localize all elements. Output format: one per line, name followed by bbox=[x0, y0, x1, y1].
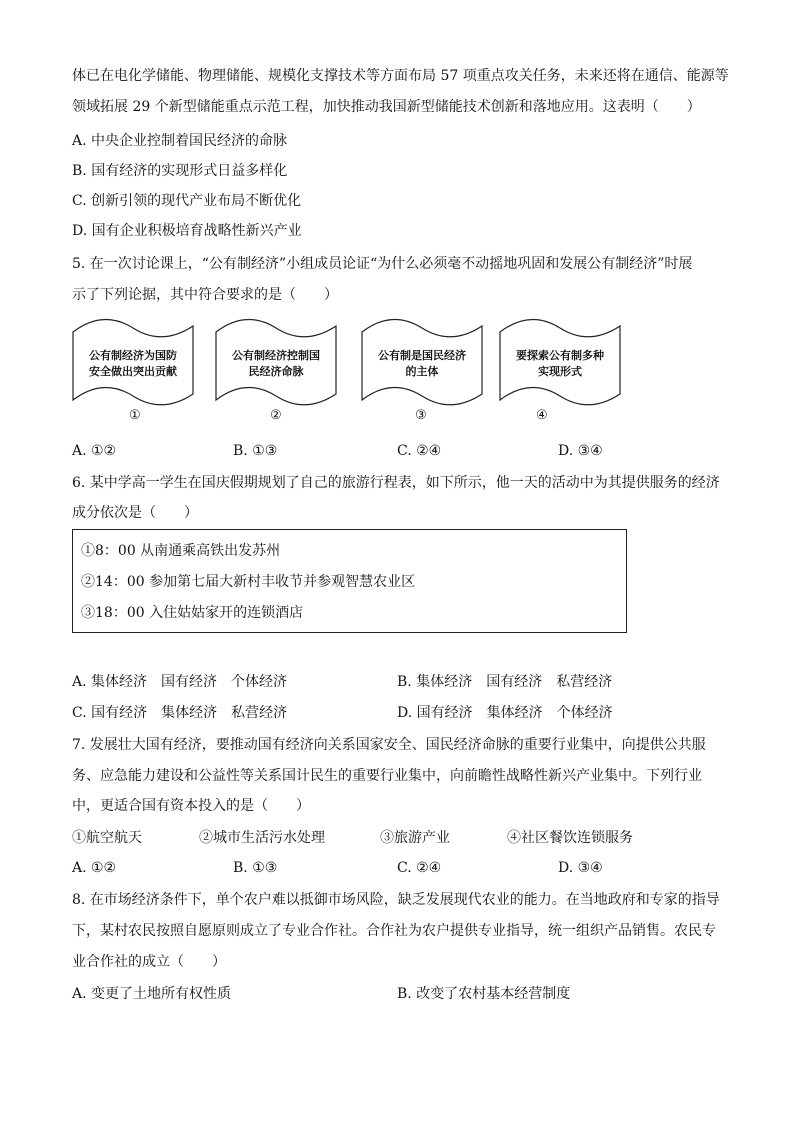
itinerary-item-3: ③18：00 入住姑姑家开的连锁酒店 bbox=[81, 605, 304, 621]
itinerary-box bbox=[72, 529, 627, 633]
q4-option-a[interactable]: A. 中央企业控制着国民经济的命脉 bbox=[72, 133, 288, 149]
q8-stem-line-3: 业合作社的成立（ ） bbox=[72, 954, 226, 970]
argument-card-1 bbox=[72, 318, 194, 410]
q6-option-c[interactable]: C. 国有经济 集体经济 私营经济 bbox=[72, 705, 288, 721]
q5-option-a[interactable]: A. ①② bbox=[72, 443, 117, 459]
q8-option-b[interactable]: B. 改变了农村基本经营制度 bbox=[397, 986, 571, 1002]
q8-stem-line-2: 下，某村农民按照自愿原则成立了专业合作社。合作社为农户提供专业指导，统一组织产品销售。农民专 bbox=[72, 923, 716, 939]
q7-option-d[interactable]: D. ③④ bbox=[558, 860, 603, 876]
card-label-3: ③ bbox=[415, 408, 427, 423]
q6-option-a[interactable]: A. 集体经济 国有经济 个体经济 bbox=[72, 674, 288, 690]
q4-option-c[interactable]: C. 创新引领的现代产业布局不断优化 bbox=[72, 193, 302, 209]
q8-stem-line-1: 8. 在市场经济条件下，单个农户难以抵御市场风险，缺乏发展现代农业的能力。在当地政府和专家的指导 bbox=[72, 892, 720, 908]
argument-card-2 bbox=[215, 318, 337, 410]
argument-card-3 bbox=[361, 318, 483, 410]
q4-stem-line-1: 体已在电化学储能、物理储能、规模化支撑技术等方面布局 57 项重点攻关任务，未来还将在通信、能源等 bbox=[72, 68, 729, 84]
q7-item-2: ②城市生活污水处理 bbox=[199, 830, 325, 846]
q5-option-d[interactable]: D. ③④ bbox=[558, 443, 603, 459]
q6-option-b[interactable]: B. 集体经济 国有经济 私营经济 bbox=[397, 674, 613, 690]
card-label-4: ④ bbox=[536, 408, 548, 423]
q7-stem-line-2: 务、应急能力建设和公益性等关系国计民生的重要行业集中，向前瞻性战略性新兴产业集中。下列行业 bbox=[72, 768, 702, 784]
argument-card-2-text: 公有制经济控制国民经济命脉 bbox=[232, 349, 320, 378]
q4-stem-line-2: 领域拓展 29 个新型储能重点示范工程，加快推动我国新型储能技术创新和落地应用。这表明（ ） bbox=[72, 99, 701, 115]
q5-option-b[interactable]: B. ①③ bbox=[233, 443, 278, 459]
q6-stem-line-2: 成分依次是（ ） bbox=[72, 505, 198, 521]
q7-option-a[interactable]: A. ①② bbox=[72, 860, 117, 876]
itinerary-item-1: ①8：00 从南通乘高铁出发苏州 bbox=[81, 543, 281, 559]
q5-option-c[interactable]: C. ②④ bbox=[397, 443, 442, 459]
q7-option-c[interactable]: C. ②④ bbox=[397, 860, 442, 876]
q6-stem-line-1: 6. 某中学高一学生在国庆假期规划了自己的旅游行程表，如下所示，他一天的活动中为其提供服务的经济 bbox=[72, 475, 720, 491]
q7-option-b[interactable]: B. ①③ bbox=[233, 860, 278, 876]
argument-card-4 bbox=[499, 318, 621, 410]
q7-item-1: ①航空航天 bbox=[72, 830, 142, 846]
q8-option-a[interactable]: A. 变更了土地所有权性质 bbox=[72, 986, 232, 1002]
q4-option-d[interactable]: D. 国有企业积极培育战略性新兴产业 bbox=[72, 223, 302, 239]
q7-item-3: ③旅游产业 bbox=[380, 830, 450, 846]
q6-option-d[interactable]: D. 国有经济 集体经济 个体经济 bbox=[397, 705, 613, 721]
card-label-2: ② bbox=[270, 408, 282, 423]
itinerary-item-2: ②14：00 参加第七届大新村丰收节并参观智慧农业区 bbox=[81, 574, 416, 590]
q5-stem-line-2: 示了下列论据，其中符合要求的是（ ） bbox=[72, 287, 338, 303]
q4-option-b[interactable]: B. 国有经济的实现形式日益多样化 bbox=[72, 163, 288, 179]
argument-card-1-text: 公有制经济为国防安全做出突出贡献 bbox=[89, 349, 177, 378]
argument-card-3-text: 公有制是国民经济的主体 bbox=[378, 349, 466, 378]
q5-stem-line-1: 5. 在一次讨论课上，“公有制经济”小组成员论证“为什么必须毫不动摇地巩固和发展公有制经济”时展 bbox=[72, 256, 693, 272]
q7-item-4: ④社区餐饮连锁服务 bbox=[507, 830, 633, 846]
q7-stem-line-3: 中，更适合国有资本投入的是（ ） bbox=[72, 798, 310, 814]
card-label-1: ① bbox=[129, 408, 141, 423]
argument-card-4-text: 要探索公有制多种实现形式 bbox=[516, 349, 604, 378]
q7-stem-line-1: 7. 发展壮大国有经济，要推动国有经济向关系国家安全、国民经济命脉的重要行业集中，向提供公共服 bbox=[72, 737, 706, 753]
